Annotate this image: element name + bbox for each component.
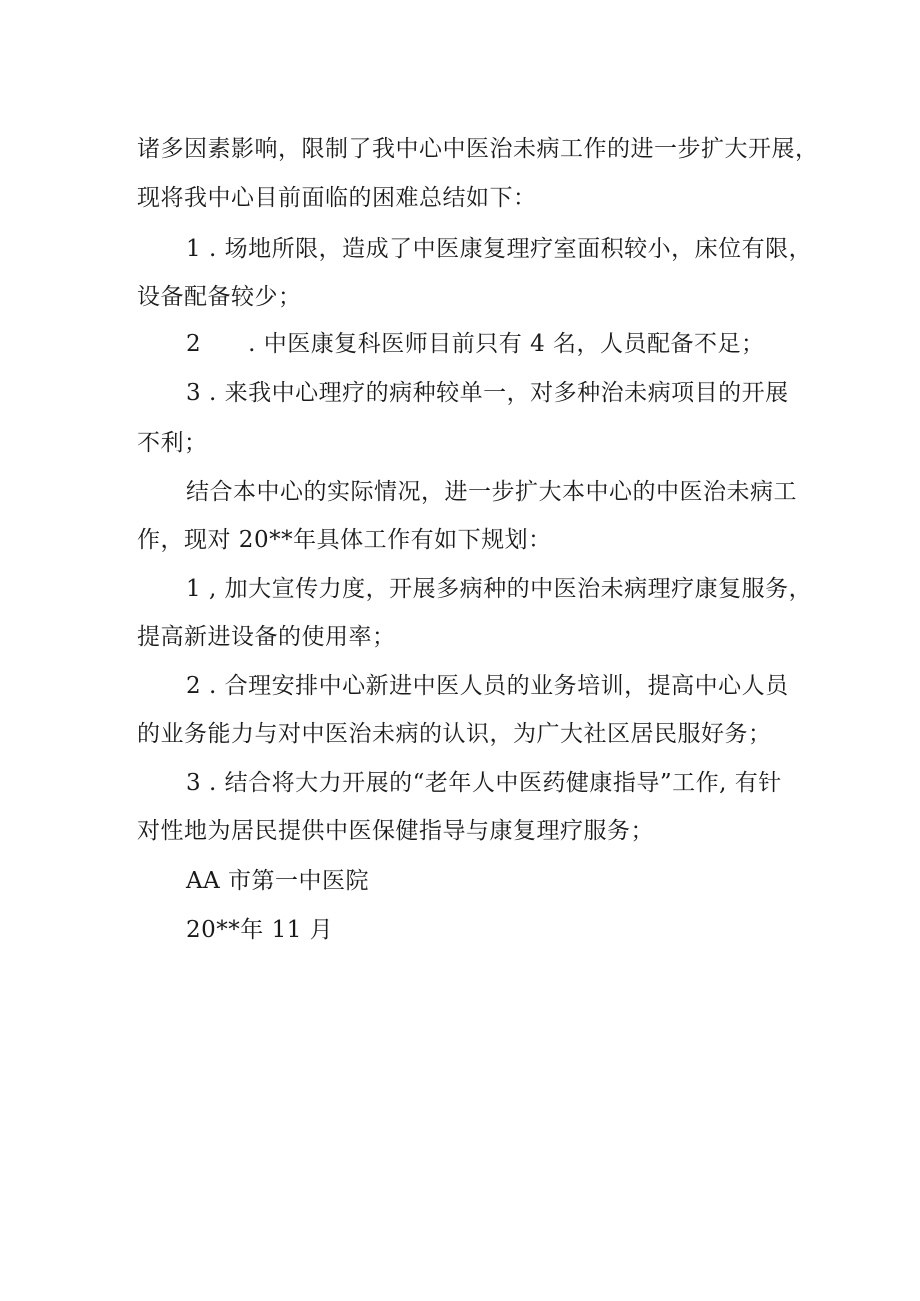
list-item-line: 1 . 场地所限，造成了中医康复理疗室面积较小，床位有限， (186, 236, 813, 262)
list-item-line: 对性地为居民提供中医保健指导与康复理疗服务； (137, 818, 654, 844)
list-item-line: 1 , 加大宣传力度，开展多病种的中医治未病理疗康复服务， (186, 576, 813, 602)
list-item-line: 设备配备较少； (137, 284, 302, 310)
list-item-line: 3 . 来我中心理疗的病种较单一，对多种治未病项目的开展 (186, 380, 789, 406)
list-item-line: 3 . 结合将大力开展的“老年人中医药健康指导”工作, 有针 (186, 770, 782, 796)
signature-date: 20**年 11 月 (186, 917, 334, 943)
paragraph-line: 诸多因素影响，限制了我中心中医治未病工作的进一步扩大开展， (137, 136, 819, 162)
signature-organization: AA 市第一中医院 (186, 868, 370, 894)
list-item-line: 2 . 中医康复科医师目前只有 4 名，人员配备不足； (186, 331, 765, 357)
list-item-line: 不利； (137, 430, 208, 456)
list-item-line: 2 . 合理安排中心新进中医人员的业务培训，提高中心人员 (186, 673, 789, 699)
list-item-line: 的业务能力与对中医治未病的认识，为广大社区居民服好务； (137, 721, 772, 747)
list-item-line: 提高新进设备的使用率； (137, 624, 396, 650)
paragraph-line: 现将我中心目前面临的困难总结如下： (137, 185, 537, 211)
paragraph-line: 结合本中心的实际情况，进一步扩大本中心的中医治未病工 (186, 479, 797, 505)
paragraph-line: 作，现对 20**年具体工作有如下规划： (137, 527, 552, 553)
